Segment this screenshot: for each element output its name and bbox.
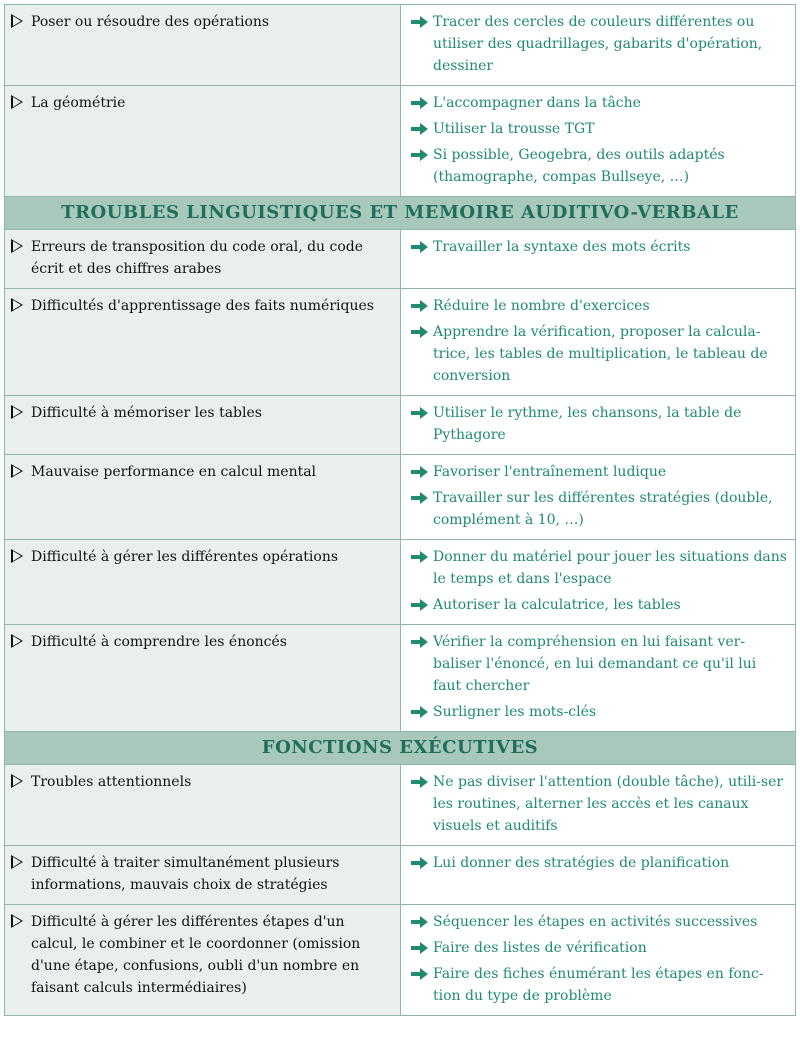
table-row	[5, 845, 795, 904]
arrow-right-icon	[411, 635, 429, 649]
triangle-icon	[11, 914, 23, 928]
arrow-right-icon	[411, 598, 429, 612]
table-row	[5, 85, 795, 196]
remedy-item: L'accompagner dans la tâche	[411, 92, 787, 114]
remedy-item: Faire des fiches énumérant les étapes en fonc-tion du type de problème	[411, 963, 787, 1007]
remedy-item: Tracer des cercles de couleurs différentes ou utiliser des quadrillages, gabarits d'opération, dessiner	[411, 11, 787, 77]
remedy-item: Surligner les mots-clés	[411, 701, 787, 723]
triangle-icon	[11, 855, 23, 869]
table-row	[5, 624, 795, 731]
difficulty-cell: Difficulté à comprendre les énoncés	[5, 625, 401, 731]
remedy-cell	[401, 625, 795, 731]
difficulty-cell: Mauvaise performance en calcul mental	[5, 455, 401, 539]
table-row	[5, 395, 795, 454]
triangle-icon	[11, 95, 23, 109]
remedy-cell	[401, 765, 795, 845]
remedy-cell	[401, 905, 795, 1015]
remedy-cell	[401, 5, 795, 85]
arrow-right-icon	[411, 325, 429, 339]
arrow-right-icon	[411, 941, 429, 955]
triangle-icon	[11, 634, 23, 648]
remedy-item: Autoriser la calculatrice, les tables	[411, 594, 787, 616]
difficulty-cell: Difficulté à mémoriser les tables	[5, 396, 401, 454]
remedy-item: Travailler sur les différentes stratégies (double, complément à 10, …)	[411, 487, 787, 531]
table-row	[5, 5, 795, 85]
table-row	[5, 288, 795, 395]
table-row	[5, 454, 795, 539]
difficulty-cell: Erreurs de transposition du code oral, du code écrit et des chiffres arabes	[5, 230, 401, 288]
arrow-right-icon	[411, 406, 429, 420]
triangle-icon	[11, 774, 23, 788]
arrow-right-icon	[411, 465, 429, 479]
difficulty-cell: Difficulté à traiter simultanément plusieurs informations, mauvais choix de stratégies	[5, 846, 401, 904]
remedy-item: Ne pas diviser l'attention (double tâche), utili-ser les routines, alterner les accès et les canaux visuels et auditifs	[411, 771, 787, 837]
arrow-right-icon	[411, 775, 429, 789]
remedy-item: Favoriser l'entraînement ludique	[411, 461, 787, 483]
difficulty-cell: La géométrie	[5, 86, 401, 196]
section-header: FONCTIONS EXÉCUTIVES	[5, 731, 795, 764]
remedy-cell	[401, 455, 795, 539]
remedy-cell	[401, 289, 795, 395]
difficulty-cell: Troubles attentionnels	[5, 765, 401, 845]
difficulty-cell: Difficultés d'apprentissage des faits numériques	[5, 289, 401, 395]
remedy-item: Lui donner des stratégies de planification	[411, 852, 787, 874]
table-row	[5, 539, 795, 624]
remedy-item: Faire des listes de vérification	[411, 937, 787, 959]
table-row	[5, 764, 795, 845]
remedy-item: Réduire le nombre d'exercices	[411, 295, 787, 317]
arrow-right-icon	[411, 15, 429, 29]
difficulty-cell: Difficulté à gérer les différentes étapes d'un calcul, le combiner et le coordonner (omission d'une étape, confusions, oubli d'un nombre en faisant calculs intermédiaires)	[5, 905, 401, 1015]
triangle-icon	[11, 405, 23, 419]
triangle-icon	[11, 298, 23, 312]
remedy-item: Apprendre la vérification, proposer la calcula-trice, les tables de multiplication, le tableau de conversion	[411, 321, 787, 387]
arrow-right-icon	[411, 122, 429, 136]
remedy-cell	[401, 540, 795, 624]
arrow-right-icon	[411, 915, 429, 929]
arrow-right-icon	[411, 240, 429, 254]
arrow-right-icon	[411, 148, 429, 162]
remedy-item: Utiliser la trousse TGT	[411, 118, 787, 140]
arrow-right-icon	[411, 96, 429, 110]
remedy-cell	[401, 86, 795, 196]
arrow-right-icon	[411, 705, 429, 719]
remedy-cell	[401, 230, 795, 288]
difficulty-cell: Difficulté à gérer les différentes opérations	[5, 540, 401, 624]
remedy-item: Donner du matériel pour jouer les situations dans le temps et dans l'espace	[411, 546, 787, 590]
remedy-item: Travailler la syntaxe des mots écrits	[411, 236, 787, 258]
section-header: TROUBLES LINGUISTIQUES ET MEMOIRE AUDITIVO-VERBALE	[5, 196, 795, 229]
remedy-cell	[401, 846, 795, 904]
difficulty-cell: Poser ou résoudre des opérations	[5, 5, 401, 85]
remedy-item: Si possible, Geogebra, des outils adaptés (thamographe, compas Bullseye, …)	[411, 144, 787, 188]
arrow-right-icon	[411, 491, 429, 505]
remedy-item: Vérifier la compréhension en lui faisant ver-baliser l'énoncé, en lui demandant ce qu'il lui faut chercher	[411, 631, 787, 697]
remedy-item: Séquencer les étapes en activités successives	[411, 911, 787, 933]
arrow-right-icon	[411, 856, 429, 870]
remedy-cell	[401, 396, 795, 454]
strategies-table	[4, 4, 796, 1016]
triangle-icon	[11, 464, 23, 478]
triangle-icon	[11, 549, 23, 563]
table-row	[5, 904, 795, 1015]
arrow-right-icon	[411, 967, 429, 981]
remedy-item: Utiliser le rythme, les chansons, la table de Pythagore	[411, 402, 787, 446]
table-row	[5, 229, 795, 288]
arrow-right-icon	[411, 550, 429, 564]
triangle-icon	[11, 14, 23, 28]
arrow-right-icon	[411, 299, 429, 313]
triangle-icon	[11, 239, 23, 253]
